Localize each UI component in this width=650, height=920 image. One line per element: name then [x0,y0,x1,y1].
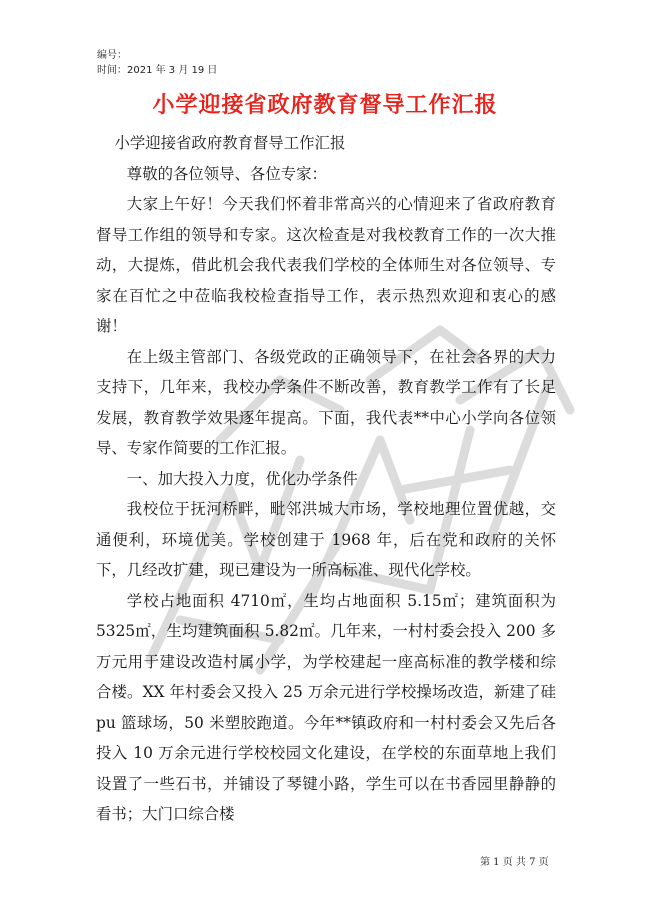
salutation: 尊敬的各位领导、各位专家： [126,164,327,183]
section-heading-1: 一、加大投入力度，优化办学条件 [126,469,358,488]
paragraph-overview: 在上级主管部门、各级党政的正确领导下，在社会各界的大力支持下，几年来，我校办学条件不断改善，教育教学工作有了长足发展，教育教学效果逐年提高。下面，我代表**中心小学向各位领导、专家作简要的工作汇报。 [96,347,556,457]
paragraph-location: 我校位于抚河桥畔，毗邻洪城大市场，学校地理位置优越，交通便利，环境优美。学校创建于 1968 年，后在党和政府的关怀下，几经改扩建，现已建设为一所高标准、现代化学校。 [96,500,556,579]
document-date: 时间：2021 年 3 月 19 日 [97,65,218,76]
paragraph-facilities: 学校占地面积 4710㎡，生均占地面积 5.15㎡；建筑面积为 5325㎡，生均建筑面积 5.82㎡。几年来，一村村委会投入 200 多万元用于建设改造村属小学，为学校建起一座高标准的教学楼和综合楼。XX 年村委会又投入 25 万余元进行学校操场改造，新建了硅 pu 篮球场，50 米塑胶跑道。今年**镇政府和一村村委会又先后各投入 10 万余元进行学校校园文化建设，在学校的东面草地上我们设置了一些石书，并铺设了琴键小路，学生可以在书香园里静静的看书；大门口综合楼 [96,591,556,823]
paragraph-greeting: 大家上午好！今天我们怀着非常高兴的心情迎来了省政府教育督导工作组的领导和专家。这次检查是对我校教育工作的一次大推动，大提炼，借此机会我代表我们学校的全体师生对各位领导、专家在百忙之中莅临我校检查指导工作，表示热烈欢迎和衷心的感谢！ [96,195,556,335]
document-number: 编号： [97,50,127,61]
document-title: 小学迎接省政府教育督导工作汇报 [152,92,498,118]
document-body [96,128,556,830]
document-subtitle: 小学迎接省政府教育督导工作汇报 [114,134,346,152]
page-footer: 第 1 页 共 7 页 [480,857,549,868]
